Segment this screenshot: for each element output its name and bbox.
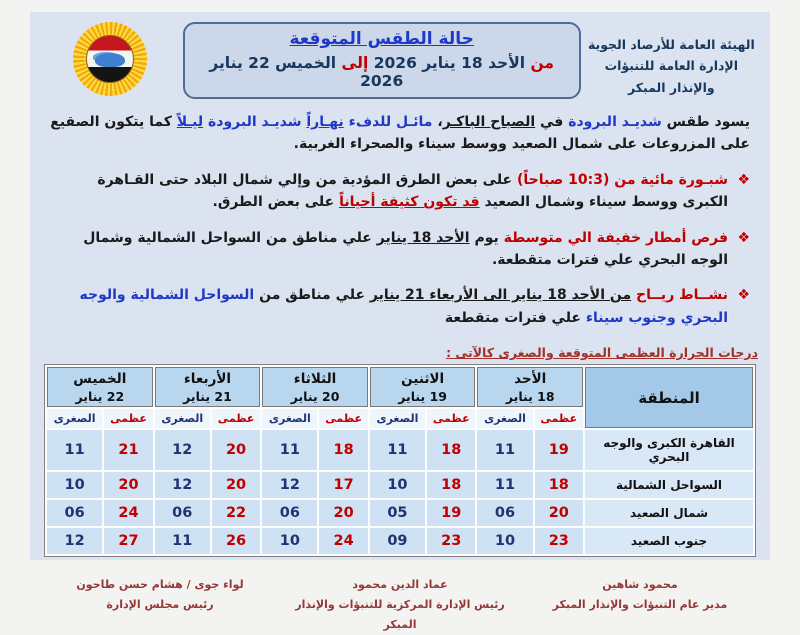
max-temp-cell: 20 — [212, 430, 260, 470]
logo-wrap — [38, 22, 183, 96]
region-column-header: المنطقة — [585, 367, 753, 428]
max-label: عظمى — [427, 409, 475, 428]
day-header: الاثنين 19 يناير — [370, 367, 476, 407]
max-temp-cell: 19 — [427, 500, 475, 526]
text-segment: في — [535, 114, 569, 130]
text-segment: الأحد 18 يناير — [376, 229, 470, 246]
organization-name — [581, 22, 762, 98]
min-temp-cell: 11 — [477, 472, 532, 498]
bullet-rain-text — [78, 227, 728, 272]
max-temp-cell: 27 — [104, 528, 152, 554]
min-temp-cell: 11 — [370, 430, 425, 470]
header — [30, 12, 770, 99]
text-segment: ، — [432, 114, 443, 130]
flag-circle — [86, 35, 134, 83]
min-temp-cell: 11 — [262, 430, 317, 470]
max-temp-cell: 24 — [104, 500, 152, 526]
max-temp-cell: 23 — [535, 528, 583, 554]
max-temp-cell: 19 — [535, 430, 583, 470]
min-temp-cell: 10 — [370, 472, 425, 498]
signature-director — [520, 575, 760, 634]
signature-head-central — [280, 575, 520, 634]
max-label: عظمى — [535, 409, 583, 428]
min-label: الصغرى — [262, 409, 317, 428]
day-header: الخميس 22 يناير — [47, 367, 153, 407]
temperature-table-wrap — [44, 364, 756, 557]
text-segment: على بعض الطرق المؤدية من وإلي شمال البلاد حتى القـاهرة الكبرى ووسط سيناء وشمال الصعيد — [97, 171, 728, 211]
min-temp-cell: 09 — [370, 528, 425, 554]
signature-title: رئيس الإدارة المركزية للتنبؤات والإنذار المبكر — [295, 597, 505, 631]
max-temp-cell: 24 — [319, 528, 367, 554]
min-temp-cell: 12 — [47, 528, 102, 554]
day-header: الأحد 18 يناير — [477, 367, 583, 407]
text-segment: شبـورة مائية من (10:3 صباحاً) — [517, 171, 728, 188]
min-temp-cell: 05 — [370, 500, 425, 526]
min-temp-cell: 12 — [155, 472, 210, 498]
min-temp-cell: 06 — [47, 500, 102, 526]
diamond-bullet-icon: ❖ — [737, 171, 750, 188]
max-label: عظمى — [212, 409, 260, 428]
from-date: الأحد 18 يناير 2026 — [368, 54, 531, 72]
table-row — [47, 500, 753, 526]
text-segment: ليـلاً — [176, 114, 204, 130]
max-label: عظمى — [319, 409, 367, 428]
org-line2: الإدارة العامة للتنبؤات والإنذار المبكر — [604, 58, 739, 95]
max-temp-cell: 18 — [535, 472, 583, 498]
day-header-row — [47, 367, 753, 407]
to-date: الخميس 22 يناير 2026 — [209, 54, 404, 90]
to-word: إلى — [341, 54, 369, 72]
diamond-bullet-icon: ❖ — [737, 229, 750, 246]
min-label: الصغرى — [370, 409, 425, 428]
signatures — [40, 575, 760, 634]
max-temp-cell: 20 — [319, 500, 367, 526]
text-segment: الصباح الباكـر — [442, 114, 536, 130]
text-segment: فرص أمطار خفيفة الي متوسطة — [503, 229, 728, 246]
signature-title: رئيس مجلس الإدارة — [106, 597, 214, 611]
table-row — [47, 430, 753, 470]
from-word: من — [530, 54, 554, 72]
min-temp-cell: 10 — [47, 472, 102, 498]
max-label: عظمى — [104, 409, 152, 428]
text-segment: على بعض الطرق. — [212, 194, 340, 211]
text-segment: يسود طقس — [661, 114, 750, 130]
signature-chairman — [40, 575, 280, 634]
diamond-bullet-icon: ❖ — [737, 287, 750, 304]
min-temp-cell: 10 — [262, 528, 317, 554]
org-line1: الهيئة العامة للأرصاد الجوية — [587, 37, 755, 52]
min-temp-cell: 12 — [155, 430, 210, 470]
text-segment: قد تكون كثيفة أحياناً — [339, 194, 480, 211]
title-box-wrap — [183, 22, 581, 99]
text-segment: علي مناطق من — [254, 287, 370, 304]
text-segment: نشــاط ريــاح — [631, 287, 728, 304]
temperature-table-heading: درجات الحرارة العظمى المتوقعة والصغرى كالآتى : — [446, 345, 758, 361]
max-temp-cell: 20 — [212, 472, 260, 498]
region-cell: السواحل الشمالية — [585, 472, 753, 498]
bullet-wind-text — [78, 284, 728, 329]
signature-name: عماد الدين محمود — [352, 578, 448, 592]
max-temp-cell: 23 — [427, 528, 475, 554]
sun-emblem-icon — [73, 22, 147, 96]
text-segment: السواحل الشمالية والوجه البحري وجنوب سيناء — [79, 287, 728, 326]
min-temp-cell: 06 — [477, 500, 532, 526]
temperature-table — [45, 365, 755, 556]
date-range — [193, 54, 571, 90]
region-cell: جنوب الصعيد — [585, 528, 753, 554]
max-temp-cell: 17 — [319, 472, 367, 498]
min-temp-cell: 11 — [477, 430, 532, 470]
title-box — [183, 22, 581, 99]
signature-name: محمود شاهين — [602, 578, 678, 592]
max-temp-cell: 18 — [319, 430, 367, 470]
day-header: الثلاثاء 20 يناير — [262, 367, 368, 407]
signature-name: لواء جوى / هشام حسن طاحون — [76, 578, 244, 592]
text-segment: نهـاراً — [306, 114, 344, 130]
table-row — [47, 528, 753, 554]
max-temp-cell: 18 — [427, 472, 475, 498]
min-temp-cell: 06 — [155, 500, 210, 526]
day-header: الأربعاء 21 يناير — [155, 367, 261, 407]
min-temp-cell: 06 — [262, 500, 317, 526]
temperature-table-body — [47, 430, 753, 554]
text-segment: من الأحد 18 يناير الى الأربعاء 21 يناير — [369, 287, 632, 304]
max-temp-cell: 20 — [104, 472, 152, 498]
min-label: الصغرى — [47, 409, 102, 428]
text-segment: شديـد البرودة — [568, 114, 662, 130]
cloud-icon — [95, 53, 125, 67]
bullet-fog — [78, 169, 750, 214]
text-segment: شديـد البرودة — [203, 114, 307, 130]
bullet-fog-text — [78, 169, 728, 214]
weather-bulletin-document — [30, 12, 770, 631]
intro-paragraph — [50, 111, 750, 156]
min-temp-cell: 11 — [155, 528, 210, 554]
min-temp-cell: 10 — [477, 528, 532, 554]
max-temp-cell: 20 — [535, 500, 583, 526]
text-segment: يوم — [469, 229, 504, 246]
min-label: الصغرى — [155, 409, 210, 428]
max-temp-cell: 18 — [427, 430, 475, 470]
table-row — [47, 472, 753, 498]
text-segment: علي مناطق من السواحل الشمالية وشمال الوجه البحري علي فترات متقطعة. — [83, 229, 728, 268]
text-segment: كما يتكون الصقيع على المزروعات على شمال الصعيد ووسط سيناء والصحراء الغربية. — [50, 114, 750, 153]
text-segment: علي فترات متقطعة — [444, 309, 586, 326]
bullet-rain — [78, 227, 750, 272]
region-cell: القاهرة الكبرى والوجه البحري — [585, 430, 753, 470]
text-segment: مائـل للدفء — [343, 114, 433, 130]
region-cell: شمال الصعيد — [585, 500, 753, 526]
max-temp-cell: 21 — [104, 430, 152, 470]
max-temp-cell: 26 — [212, 528, 260, 554]
page-title: حالة الطقس المتوقعة — [289, 29, 474, 49]
signature-title: مدير عام التنبؤات والإنذار المبكر — [552, 597, 728, 611]
min-temp-cell: 12 — [262, 472, 317, 498]
max-temp-cell: 22 — [212, 500, 260, 526]
min-temp-cell: 11 — [47, 430, 102, 470]
min-label: الصغرى — [477, 409, 532, 428]
bullet-wind — [78, 284, 750, 329]
